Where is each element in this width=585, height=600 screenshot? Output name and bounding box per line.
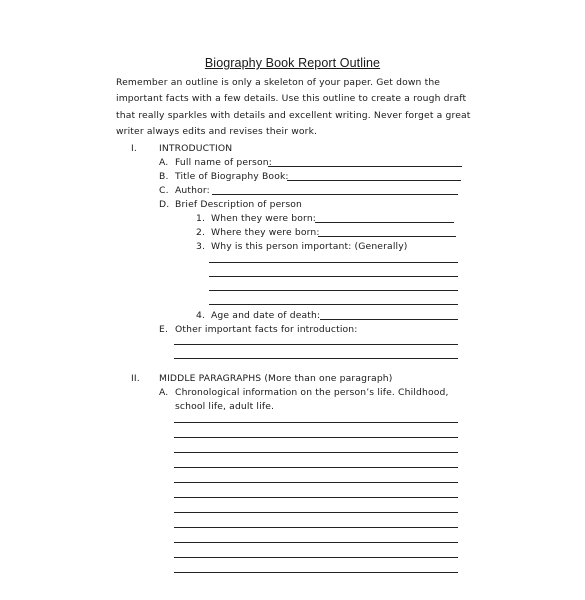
sub-3-num: 3. (196, 241, 206, 252)
importance-line-2[interactable] (209, 276, 458, 277)
sub-4-label: Age and date of death: (211, 310, 321, 321)
item-b-label: Title of Biography Book: (175, 171, 289, 182)
section-2-heading: MIDDLE PARAGRAPHS (More than one paragraph) (159, 373, 393, 384)
chronology-line-2[interactable] (174, 437, 458, 438)
sub-1-num: 1. (196, 213, 206, 224)
sub-4-num: 4. (196, 310, 206, 321)
importance-line-3[interactable] (209, 290, 458, 291)
birth-date-blank[interactable] (315, 222, 454, 223)
item-a-label: Full name of person: (175, 157, 272, 168)
section-1-heading: INTRODUCTION (159, 143, 233, 154)
book-title-blank[interactable] (287, 180, 461, 181)
item-c-label: Author: (175, 185, 210, 196)
section-2-item-a-letter: A. (159, 387, 169, 398)
section-1-numeral: I. (131, 143, 137, 154)
section-2-item-a-line1: Chronological information on the person’s life. Childhood, (175, 387, 449, 398)
item-c-letter: C. (159, 185, 169, 196)
importance-line-1[interactable] (209, 262, 458, 263)
sub-2-label: Where they were born: (211, 227, 320, 238)
chronology-line-3[interactable] (174, 452, 458, 453)
chronology-line-5[interactable] (174, 482, 458, 483)
chronology-line-6[interactable] (174, 497, 458, 498)
item-b-letter: B. (159, 171, 169, 182)
sub-3-label: Why is this person important: (Generally) (211, 241, 408, 252)
chronology-line-1[interactable] (174, 422, 458, 423)
chronology-line-10[interactable] (174, 557, 458, 558)
chronology-line-8[interactable] (174, 527, 458, 528)
chronology-line-9[interactable] (174, 542, 458, 543)
other-facts-line-1[interactable] (174, 344, 458, 345)
item-e-label: Other important facts for introduction: (175, 324, 358, 335)
item-d-letter: D. (159, 199, 170, 210)
sub-2-num: 2. (196, 227, 206, 238)
sub-1-label: When they were born: (211, 213, 317, 224)
chronology-line-4[interactable] (174, 467, 458, 468)
author-blank[interactable] (212, 194, 458, 195)
other-facts-line-2[interactable] (174, 358, 458, 359)
section-2-item-a-line2: school life, adult life. (175, 401, 275, 412)
importance-line-4[interactable] (209, 304, 458, 305)
item-e-letter: E. (159, 324, 169, 335)
item-d-label: Brief Description of person (175, 199, 303, 210)
full-name-blank[interactable] (268, 166, 462, 167)
chronology-line-7[interactable] (174, 512, 458, 513)
item-a-letter: A. (159, 157, 169, 168)
intro-paragraph: Remember an outline is only a skeleton of your paper. Get down the important facts with a few details. Use this outline to create a rough draft that really sparkles with details and excellent writing. Never forget a great writer always edits and revises their work. (116, 77, 471, 137)
section-2-numeral: II. (131, 373, 140, 384)
chronology-line-11[interactable] (174, 572, 458, 573)
death-blank[interactable] (320, 319, 458, 320)
birth-place-blank[interactable] (318, 236, 456, 237)
document-title: Biography Book Report Outline (204, 56, 381, 70)
